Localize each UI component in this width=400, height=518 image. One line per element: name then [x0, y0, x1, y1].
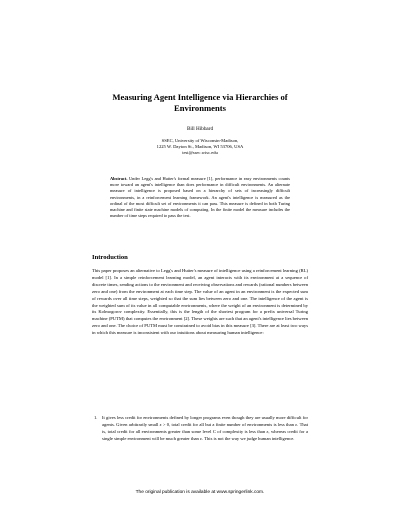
title-line-2: Environments [174, 103, 226, 113]
affiliation-line-1: SSEC, University of Wisconsin-Madison, [161, 138, 239, 143]
title-line-1: Measuring Agent Intelligence via Hierarchies of [112, 92, 288, 102]
abstract-text: Under Legg's and Hutter's formal measure [1], performance in easy environments counts more toward an agent's intelligence than does performance in difficult environments. An alternate measure of intelligence is proposed based on a hierarchy of sets of increasingly difficult environments, in a reinforcement learning framework. An agent's intelligence is measured as the ordinal of the most difficult set of environments it can pass. This measure is defined in both Turing machine and finite state machine models of computing. In the finite model the measure includes the number of time steps required to pass the test. [110, 176, 290, 219]
author-email: test@ssec.wisc.edu [182, 149, 218, 155]
publication-footer: The original publication is available at www.springerlink.com. [135, 490, 265, 495]
author-name: Bill Hibbard [186, 126, 214, 132]
introduction-paragraph: This paper proposes an alternative to Legg's and Hutter's measure of intelligence using a reinforcement learning (RL) model [1]. In a simple reinforcement learning model, an agent interacts with its environment at a sequence of discrete times, sending actions to the environment and receiving observations and rewards (rational numbers between zero and one) from the environment at each time step. The value of an agent in an environment is the expected sum of rewards over all time steps, weighted so that the sum lies between zero and one. The intelligence of the agent is the weighted sum of its value in all computable environments, where the weight of an environment is determined by its Kolmogorov complexity. Essentially, this is the length of the shortest program for a prefix universal Turing machine (PUTM) that computes the environment [2]. These weights are such that an agent's intelligence lies between zero and one. The choice of PUTM must be constrained to avoid bias in this measure [3]. There are at least two ways in which this measure is inconsistent with our intuitions about measuring human intelligence: [92, 268, 308, 336]
affiliation-line-2: 1225 W. Dayton St., Madison, WI 53706, USA [156, 143, 244, 149]
list-item [92, 415, 308, 443]
abstract [110, 176, 290, 219]
list-item-number: 1. [94, 415, 98, 420]
paper-title [60, 92, 340, 114]
affiliation-block [80, 138, 320, 155]
numbered-list [92, 415, 308, 443]
section-heading-introduction: Introduction [92, 254, 128, 261]
abstract-label: Abstract. [110, 176, 128, 181]
list-item-text: It gives less credit for environments defined by longer programs even though they are usually more difficult for agents. Given arbitrarily small ε > 0, total credit for all but a finite number of environments is less than ε. That is, total credit for all environments greater than some level C of complexity is less than ε, whereas credit for a single simple environment will be much greater than ε. This is not the way we judge human intelligence. [102, 415, 308, 441]
